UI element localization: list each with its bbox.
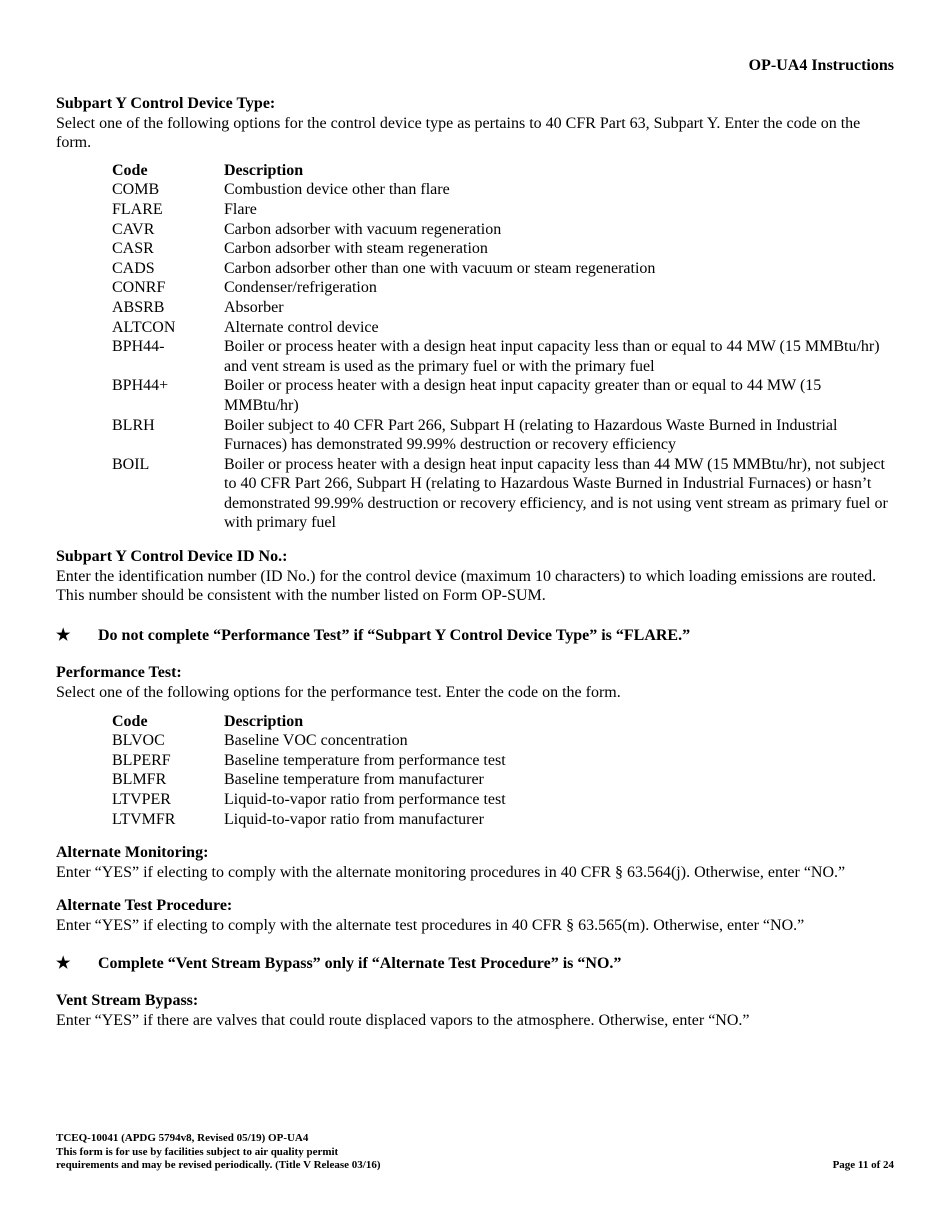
control-id-section	[56, 547, 896, 606]
control-id-text: Enter the identification number (ID No.) for the control device (maximum 10 characters) to which loading emissions are routed. This number should be consistent with the number listed on Form OP-SUM.	[56, 567, 877, 605]
table-row	[112, 416, 896, 455]
page-number: Page 11 of 24	[832, 1159, 894, 1171]
star-icon: ★	[56, 626, 71, 644]
alt-monitoring-heading: Alternate Monitoring:	[56, 844, 209, 862]
control-id-heading: Subpart Y Control Device ID No.:	[56, 548, 288, 566]
description-cell: Carbon adsorber with steam regeneration	[224, 240, 488, 258]
page-header-title: OP-UA4 Instructions	[748, 57, 894, 74]
description-cell: Flare	[224, 200, 257, 218]
vent-bypass-text: Enter “YES” if there are valves that could route displaced vapors to the atmosphere. Otherwise, enter “NO.”	[56, 1011, 750, 1029]
alt-test-heading: Alternate Test Procedure:	[56, 897, 233, 915]
table-row	[112, 731, 506, 751]
column-header-code: Code	[112, 161, 148, 179]
performance-test-table	[112, 712, 506, 830]
page-footer	[56, 1132, 894, 1173]
table-row	[112, 790, 506, 810]
vent-bypass-section	[56, 991, 896, 1030]
table-row	[112, 298, 896, 318]
description-cell: Carbon adsorber with vacuum regeneration	[224, 220, 502, 238]
vent-bypass-note	[56, 954, 896, 974]
description-cell: Absorber	[224, 298, 284, 316]
description-cell: Boiler or process heater with a design heat input capacity less than 44 MW (15 MMBtu/hr), not subject to 40 CFR Part 266, Subpart H (relating to Hazardous Waste Burned in Industrial Furnaces) or hasn’t demonstrated 99.99% destruction or recovery efficiency, and is not using vent stream as primary fuel or with primary fuel	[224, 455, 888, 532]
column-header-description: Description	[224, 712, 304, 730]
description-cell: Alternate control device	[224, 318, 379, 336]
table-row	[112, 810, 506, 830]
description-cell: Liquid-to-vapor ratio from manufacturer	[224, 810, 484, 828]
code-cell: BOIL	[112, 455, 150, 473]
control-type-section	[56, 94, 896, 533]
code-cell: CASR	[112, 240, 154, 258]
footer-revision-note: requirements and may be revised periodically. (Title V Release 03/16)	[56, 1159, 381, 1171]
note-text: Complete “Vent Stream Bypass” only if “Alternate Test Procedure” is “NO.”	[98, 954, 622, 972]
code-cell: BLMFR	[112, 771, 167, 789]
control-type-heading: Subpart Y Control Device Type:	[56, 95, 276, 112]
table-row	[112, 239, 896, 259]
alt-test-text: Enter “YES” if electing to comply with the alternate test procedures in 40 CFR § 63.565(m). Otherwise, enter “NO.”	[56, 916, 805, 934]
description-cell: Combustion device other than flare	[224, 181, 450, 199]
table-row	[112, 259, 896, 279]
table-row	[112, 376, 896, 415]
description-cell: Baseline temperature from performance test	[224, 751, 506, 769]
note-text: Do not complete “Performance Test” if “Subpart Y Control Device Type” is “FLARE.”	[98, 626, 691, 644]
table-row	[112, 337, 896, 376]
code-cell: LTVPER	[112, 791, 171, 808]
performance-test-section	[56, 663, 896, 829]
code-cell: LTVMFR	[112, 810, 176, 828]
footer-usage-note: This form is for use by facilities subject to air quality permit	[56, 1145, 339, 1158]
description-cell: Liquid-to-vapor ratio from performance test	[224, 791, 506, 808]
document-body	[56, 94, 896, 1044]
table-row	[112, 751, 506, 771]
code-cell: BPH44-	[112, 338, 165, 356]
table-row	[112, 180, 896, 200]
code-cell: ALTCON	[112, 318, 176, 336]
performance-test-intro: Select one of the following options for the performance test. Enter the code on the form.	[56, 684, 621, 702]
footer-form-id: TCEQ-10041 (APDG 5794v8, Revised 05/19) OP-UA4	[56, 1132, 309, 1144]
table-row	[112, 220, 896, 240]
table-row	[112, 200, 896, 220]
column-header-code: Code	[112, 712, 148, 730]
table-row	[112, 770, 506, 790]
code-cell: CADS	[112, 259, 155, 277]
code-cell: BLRH	[112, 416, 155, 434]
description-cell: Baseline VOC concentration	[224, 732, 408, 750]
code-cell: COMB	[112, 181, 160, 199]
control-type-intro: Select one of the following options for the control device type as pertains to 40 CFR Part 63, Subpart Y. Enter the code on the form.	[56, 114, 861, 152]
code-cell: ABSRB	[112, 298, 165, 316]
performance-test-note	[56, 626, 896, 646]
description-cell: Baseline temperature from manufacturer	[224, 771, 484, 789]
description-cell: Boiler or process heater with a design heat input capacity less than or equal to 44 MW (15 MMBtu/hr) and vent stream is used as the primary fuel or with the primary fuel	[224, 338, 880, 375]
code-cell: FLARE	[112, 200, 163, 218]
code-cell: BPH44+	[112, 377, 169, 395]
alt-test-section	[56, 896, 896, 935]
alt-monitoring-section	[56, 843, 896, 882]
star-icon: ★	[56, 954, 71, 972]
description-cell: Boiler or process heater with a design heat input capacity greater than or equal to 44 MW (15 MMBtu/hr)	[224, 377, 822, 414]
code-cell: BLVOC	[112, 732, 165, 750]
code-cell: BLPERF	[112, 751, 171, 769]
description-cell: Boiler subject to 40 CFR Part 266, Subpart H (relating to Hazardous Waste Burned in Industrial Furnaces) has demonstrated 99.99% destruction or recovery efficiency	[224, 416, 838, 454]
control-type-table	[112, 161, 896, 533]
code-cell: CONRF	[112, 279, 166, 297]
table-row	[112, 278, 896, 298]
column-header-description: Description	[224, 161, 304, 179]
description-cell: Carbon adsorber other than one with vacuum or steam regeneration	[224, 259, 656, 277]
table-row	[112, 318, 896, 338]
description-cell: Condenser/refrigeration	[224, 279, 377, 297]
vent-bypass-heading: Vent Stream Bypass:	[56, 992, 199, 1010]
code-cell: CAVR	[112, 220, 155, 238]
table-row	[112, 455, 896, 533]
alt-monitoring-text: Enter “YES” if electing to comply with the alternate monitoring procedures in 40 CFR § 63.564(j). Otherwise, enter “NO.”	[56, 863, 846, 881]
performance-test-heading: Performance Test:	[56, 664, 182, 682]
